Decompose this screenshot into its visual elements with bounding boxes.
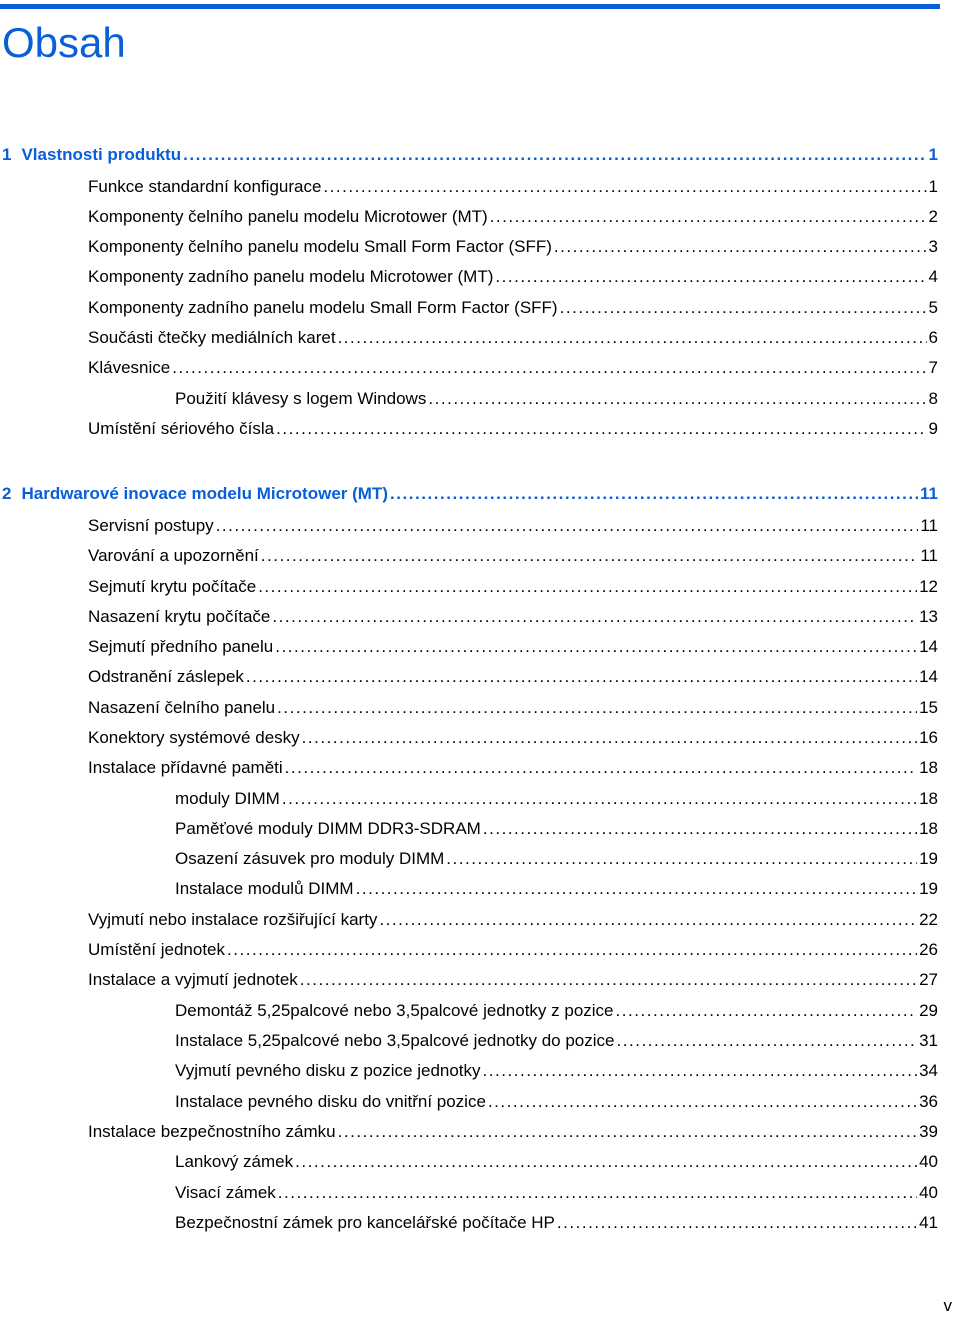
entry-title: Součásti čtečky mediálních karet [88, 328, 336, 347]
page-number: 18 [919, 758, 938, 777]
page-number: 15 [919, 698, 938, 717]
dot-leader [560, 297, 927, 319]
toc-entry[interactable] [88, 418, 938, 440]
dot-leader [616, 1000, 918, 1022]
page-number: 8 [928, 389, 938, 408]
dot-leader [216, 515, 919, 537]
page-number: 4 [928, 267, 938, 286]
dot-leader [276, 418, 926, 440]
page-title: Obsah [2, 19, 126, 66]
toc-subentry[interactable] [175, 1151, 938, 1173]
page-number: 14 [919, 637, 938, 656]
top-rule [0, 4, 940, 9]
toc-subentry[interactable] [175, 788, 938, 810]
toc-entry[interactable] [88, 727, 938, 749]
entry-title: Funkce standardní konfigurace [88, 177, 322, 196]
entry-title: Instalace a vyjmutí jednotek [88, 970, 298, 989]
page-number: 29 [919, 1001, 938, 1020]
entry-title: Vyjmutí pevného disku z pozice jednotky [175, 1061, 481, 1080]
entry-title: Odstranění záslepek [88, 667, 244, 686]
entry-title: Servisní postupy [88, 516, 214, 535]
chapter-title: Vlastnosti produktu [21, 145, 182, 164]
toc-subentry[interactable] [175, 818, 938, 840]
toc-entry[interactable] [88, 636, 938, 658]
dot-leader [272, 606, 917, 628]
toc-entry[interactable] [88, 909, 938, 931]
chapter-number: 1 [2, 145, 12, 164]
page-number: 11 [920, 546, 938, 565]
toc-chapter-1[interactable] [2, 144, 938, 166]
toc-subentry[interactable] [175, 1060, 938, 1082]
page-number: 19 [919, 879, 938, 898]
page-number: 16 [919, 728, 938, 747]
dot-leader [356, 878, 918, 900]
dot-leader [557, 1212, 917, 1234]
page-number: 31 [919, 1031, 938, 1050]
page-number: 27 [919, 970, 938, 989]
entry-title: Nasazení čelního panelu [88, 698, 276, 717]
dot-leader [172, 357, 926, 379]
dot-leader [246, 666, 917, 688]
page-number: 3 [928, 237, 938, 256]
page-number: 36 [919, 1092, 938, 1111]
dot-leader [490, 206, 927, 228]
entry-title: Instalace modulů DIMM [175, 879, 354, 898]
page-number: 19 [919, 849, 938, 868]
toc-entry[interactable] [88, 576, 938, 598]
toc-chapter-2[interactable] [2, 483, 938, 505]
page-number: 9 [928, 419, 938, 438]
page-number: 40 [919, 1183, 938, 1202]
toc-entry[interactable] [88, 697, 938, 719]
page-number: 39 [919, 1122, 938, 1141]
footer-page-number: v [943, 1296, 952, 1315]
entry-title: Vyjmutí nebo instalace rozšiřující karty [88, 910, 378, 929]
dot-leader [488, 1091, 917, 1113]
toc-subentry[interactable] [175, 388, 938, 410]
entry-title: Komponenty čelního panelu modelu Small Form Factor (SFF) [88, 237, 552, 256]
entry-title: Komponenty zadního panelu modelu Small Form Factor (SFF) [88, 298, 558, 317]
chapter-number: 2 [2, 484, 12, 503]
entry-title: Osazení zásuvek pro moduly DIMM [175, 849, 445, 868]
dot-leader [275, 636, 917, 658]
dot-leader [277, 697, 917, 719]
toc-entry[interactable] [88, 297, 938, 319]
page-number: 34 [919, 1061, 938, 1080]
dot-leader [483, 818, 917, 840]
page-number: 41 [919, 1213, 938, 1232]
dot-leader [338, 1121, 917, 1143]
entry-title: Sejmutí krytu počítače [88, 577, 257, 596]
entry-title: Instalace pevného disku do vnitřní pozice [175, 1092, 486, 1111]
toc-entry[interactable] [88, 666, 938, 688]
dot-leader [183, 144, 926, 166]
toc-subentry[interactable] [175, 1030, 938, 1052]
dot-leader [285, 757, 917, 779]
dot-leader [261, 545, 919, 567]
toc-entry[interactable] [88, 176, 938, 198]
page-number: 6 [928, 328, 938, 347]
chapter-title: Hardwarové inovace modelu Microtower (MT) [21, 484, 388, 503]
toc-entry[interactable] [88, 357, 938, 379]
toc-entry[interactable] [88, 969, 938, 991]
entry-title: Komponenty zadního panelu modelu Microtower (MT) [88, 267, 494, 286]
entry-title: Komponenty čelního panelu modelu Microtower (MT) [88, 207, 488, 226]
toc-subentry[interactable] [175, 878, 938, 900]
page-number: 5 [928, 298, 938, 317]
entry-title: Varování a upozornění [88, 546, 259, 565]
toc-subentry[interactable] [175, 848, 938, 870]
page-number: 26 [919, 940, 938, 959]
page-number: 1 [928, 145, 938, 164]
entry-title: Konektory systémové desky [88, 728, 300, 747]
entry-title: Demontáž 5,25palcové nebo 3,5palcové jednotky z pozice [175, 1001, 614, 1020]
entry-title: Lankový zámek [175, 1152, 294, 1171]
page-number: 22 [919, 910, 938, 929]
toc-entry[interactable] [88, 606, 938, 628]
page-number: 40 [919, 1152, 938, 1171]
page-number: 12 [919, 577, 938, 596]
dot-leader [495, 266, 926, 288]
entry-title: moduly DIMM [175, 789, 280, 808]
page-number: 2 [928, 207, 938, 226]
dot-leader [258, 576, 917, 598]
dot-leader [483, 1060, 918, 1082]
entry-title: Nasazení krytu počítače [88, 607, 271, 626]
dot-leader [446, 848, 917, 870]
dot-leader [428, 388, 926, 410]
entry-title: Instalace bezpečnostního zámku [88, 1122, 336, 1141]
entry-title: Umístění jednotek [88, 940, 226, 959]
toc-entry[interactable] [88, 236, 938, 258]
entry-title: Použití klávesy s logem Windows [175, 389, 427, 408]
entry-title: Visací zámek [175, 1183, 276, 1202]
dot-leader [282, 788, 917, 810]
page-number: 7 [928, 358, 938, 377]
toc-entry[interactable] [88, 939, 938, 961]
page-number: 14 [919, 667, 938, 686]
toc-entry[interactable] [88, 266, 938, 288]
toc-entry[interactable] [88, 1121, 938, 1143]
dot-leader [295, 1151, 917, 1173]
page-number: 18 [919, 789, 938, 808]
page-number: 1 [928, 177, 938, 196]
entry-title: Paměťové moduly DIMM DDR3-SDRAM [175, 819, 481, 838]
entry-title: Instalace přídavné paměti [88, 758, 283, 777]
toc-entry[interactable] [88, 327, 938, 349]
dot-leader [323, 176, 926, 198]
toc-entry[interactable] [88, 206, 938, 228]
dot-leader [227, 939, 917, 961]
page-number: 11 [920, 484, 938, 503]
dot-leader [379, 909, 917, 931]
toc-subentry[interactable] [175, 1212, 938, 1234]
entry-title: Klávesnice [88, 358, 171, 377]
dot-leader [278, 1182, 917, 1204]
page-number: 18 [919, 819, 938, 838]
entry-title: Instalace 5,25palcové nebo 3,5palcové jednotky do pozice [175, 1031, 615, 1050]
dot-leader [390, 483, 918, 505]
dot-leader [302, 727, 917, 749]
dot-leader [300, 969, 917, 991]
toc-subentry[interactable] [175, 1000, 938, 1022]
toc-entry[interactable] [88, 757, 938, 779]
entry-title: Bezpečnostní zámek pro kancelářské počítače HP [175, 1213, 555, 1232]
entry-title: Sejmutí předního panelu [88, 637, 274, 656]
page-number: 13 [919, 607, 938, 626]
dot-leader [554, 236, 927, 258]
toc-entry[interactable] [88, 515, 938, 537]
entry-title: Umístění sériového čísla [88, 419, 275, 438]
toc-entry[interactable] [88, 545, 938, 567]
dot-leader [616, 1030, 917, 1052]
toc-subentry[interactable] [175, 1182, 938, 1204]
toc-subentry[interactable] [175, 1091, 938, 1113]
page-number: 11 [920, 516, 938, 535]
dot-leader [338, 327, 927, 349]
